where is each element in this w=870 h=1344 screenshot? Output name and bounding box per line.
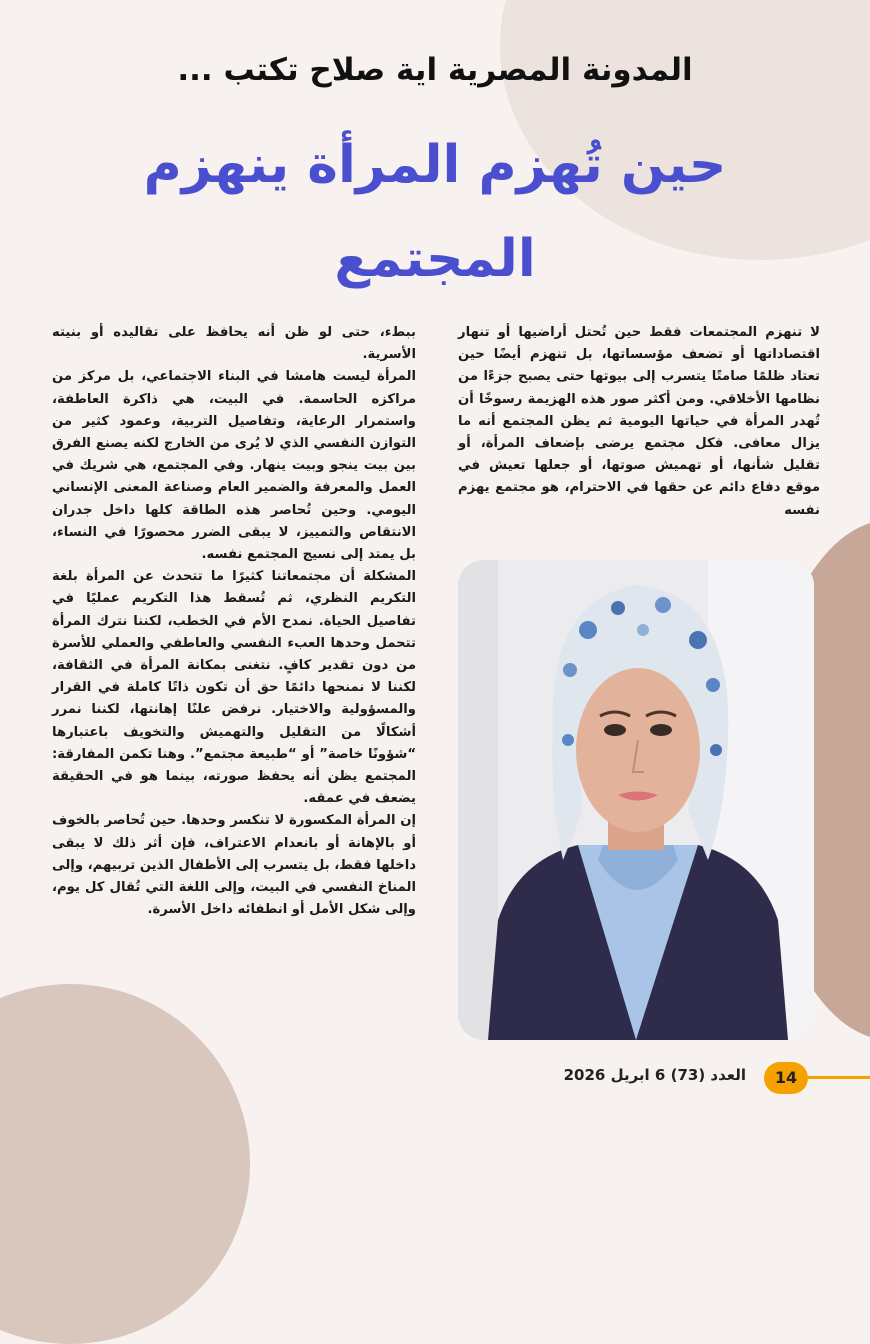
page-footer	[0, 1066, 870, 1090]
article-column-right	[458, 322, 820, 522]
article-column-left	[52, 322, 416, 921]
article-headline: حين تُهزم المرأة ينهزم المجتمع	[143, 135, 727, 289]
paragraph: إن المرأة المكسورة لا تنكسر وحدها. حين تُحاصر بالخوف أو بالإهانة أو بانعدام الاعتراف، فإن أثر ذلك لا يبقى داخلها فقط، بل يتسرب إلى الأطفال الذين تربيهم، وإلى المناخ النفسي في البيت، وإلى اللغة التي تُقال كل يوم، وإلى شكل الأمل أو انطفائه داخل الأسرة.	[52, 813, 416, 918]
issue-info: العدد (73) 6 ابريل 2026	[563, 1066, 746, 1084]
paragraph: المشكلة أن مجتمعاتنا كثيرًا ما تتحدث عن المرأة بلغة التكريم النظري، ثم تُسقط هذا التكريم عمليًا في تفاصيل الحياة. نمدح الأم في الخطب، لكننا نترك المرأة تتحمل وحدها العبء النفسي والعاطفي والعملي للأسرة من دون تقدير كافٍ. نتغنى بمكانة المرأة في الثقافة، لكننا لا نمنحها دائمًا حق أن تكون ذاتًا كاملة في القرار والمسؤولية والاختيار. نرفض علنًا إهانتها، لكننا نمرر أشكالًا من التقليل والتهميش والتخويف باعتبارها “شؤونًا خاصة” أو “طبيعة مجتمع”. وهنا تكمن المفارقة: المجتمع يظن أنه يحفظ صورته، بينما هو في الحقيقة يضعف في عمقه.	[52, 569, 416, 807]
paragraph: لا تنهزم المجتمعات فقط حين تُحتل أراضيها أو تنهار اقتصاداتها أو تضعف مؤسساتها، بل تنهزم أيضًا حين تعتاد ظلمًا صامتًا يتسرب إلى بيوتها حتى يصبح جزءًا من نظامها الأخلاقي. ومن أكثر صور هذه الهزيمة رسوخًا أن تُهدر المرأة في حياتها اليومية ثم يظن المجتمع أنه ما يزال معافى. فكل مجتمع يرضى بإضعاف المرأة، أو تقليل شأنها، أو تهميش صوتها، أو جعلها تعيش في موقع دفاع دائم عن حقها في الاحترام، هو مجتمع يهزم نفسه	[458, 325, 820, 518]
footer-accent-line	[808, 1076, 870, 1079]
author-photo	[458, 560, 814, 1040]
paragraph: ببطء، حتى لو ظن أنه يحافظ على تقاليده أو بنيته الأسرية.	[52, 325, 416, 363]
page-number-badge: 14	[764, 1062, 808, 1094]
article-kicker: المدونة المصرية اية صلاح تكتب ...	[177, 52, 693, 88]
paragraph: المرأة ليست هامشا في البناء الاجتماعي، بل مركز من مراكزه الحاسمة. في البيت، هي ذاكرة العاطفة، واستمرار الرعاية، وتفاصيل التربية، وعمود كثير من التوازن النفسي الذي لا يُرى من الخارج لكنه يصنع الفرق بين بيت ينجو وبيت ينهار. وفي المجتمع، هي شريك في العمل والمعرفة والضمير العام وصناعة المعنى الإنساني اليومي. وحين تُحاصر هذه الطاقة كلها داخل جدران الانتقاص والتمييز، لا يبقى الضرر محصورًا في النساء، بل يمتد إلى نسيج المجتمع نفسه.	[52, 369, 416, 563]
decor-shape-bottom	[0, 984, 250, 1344]
